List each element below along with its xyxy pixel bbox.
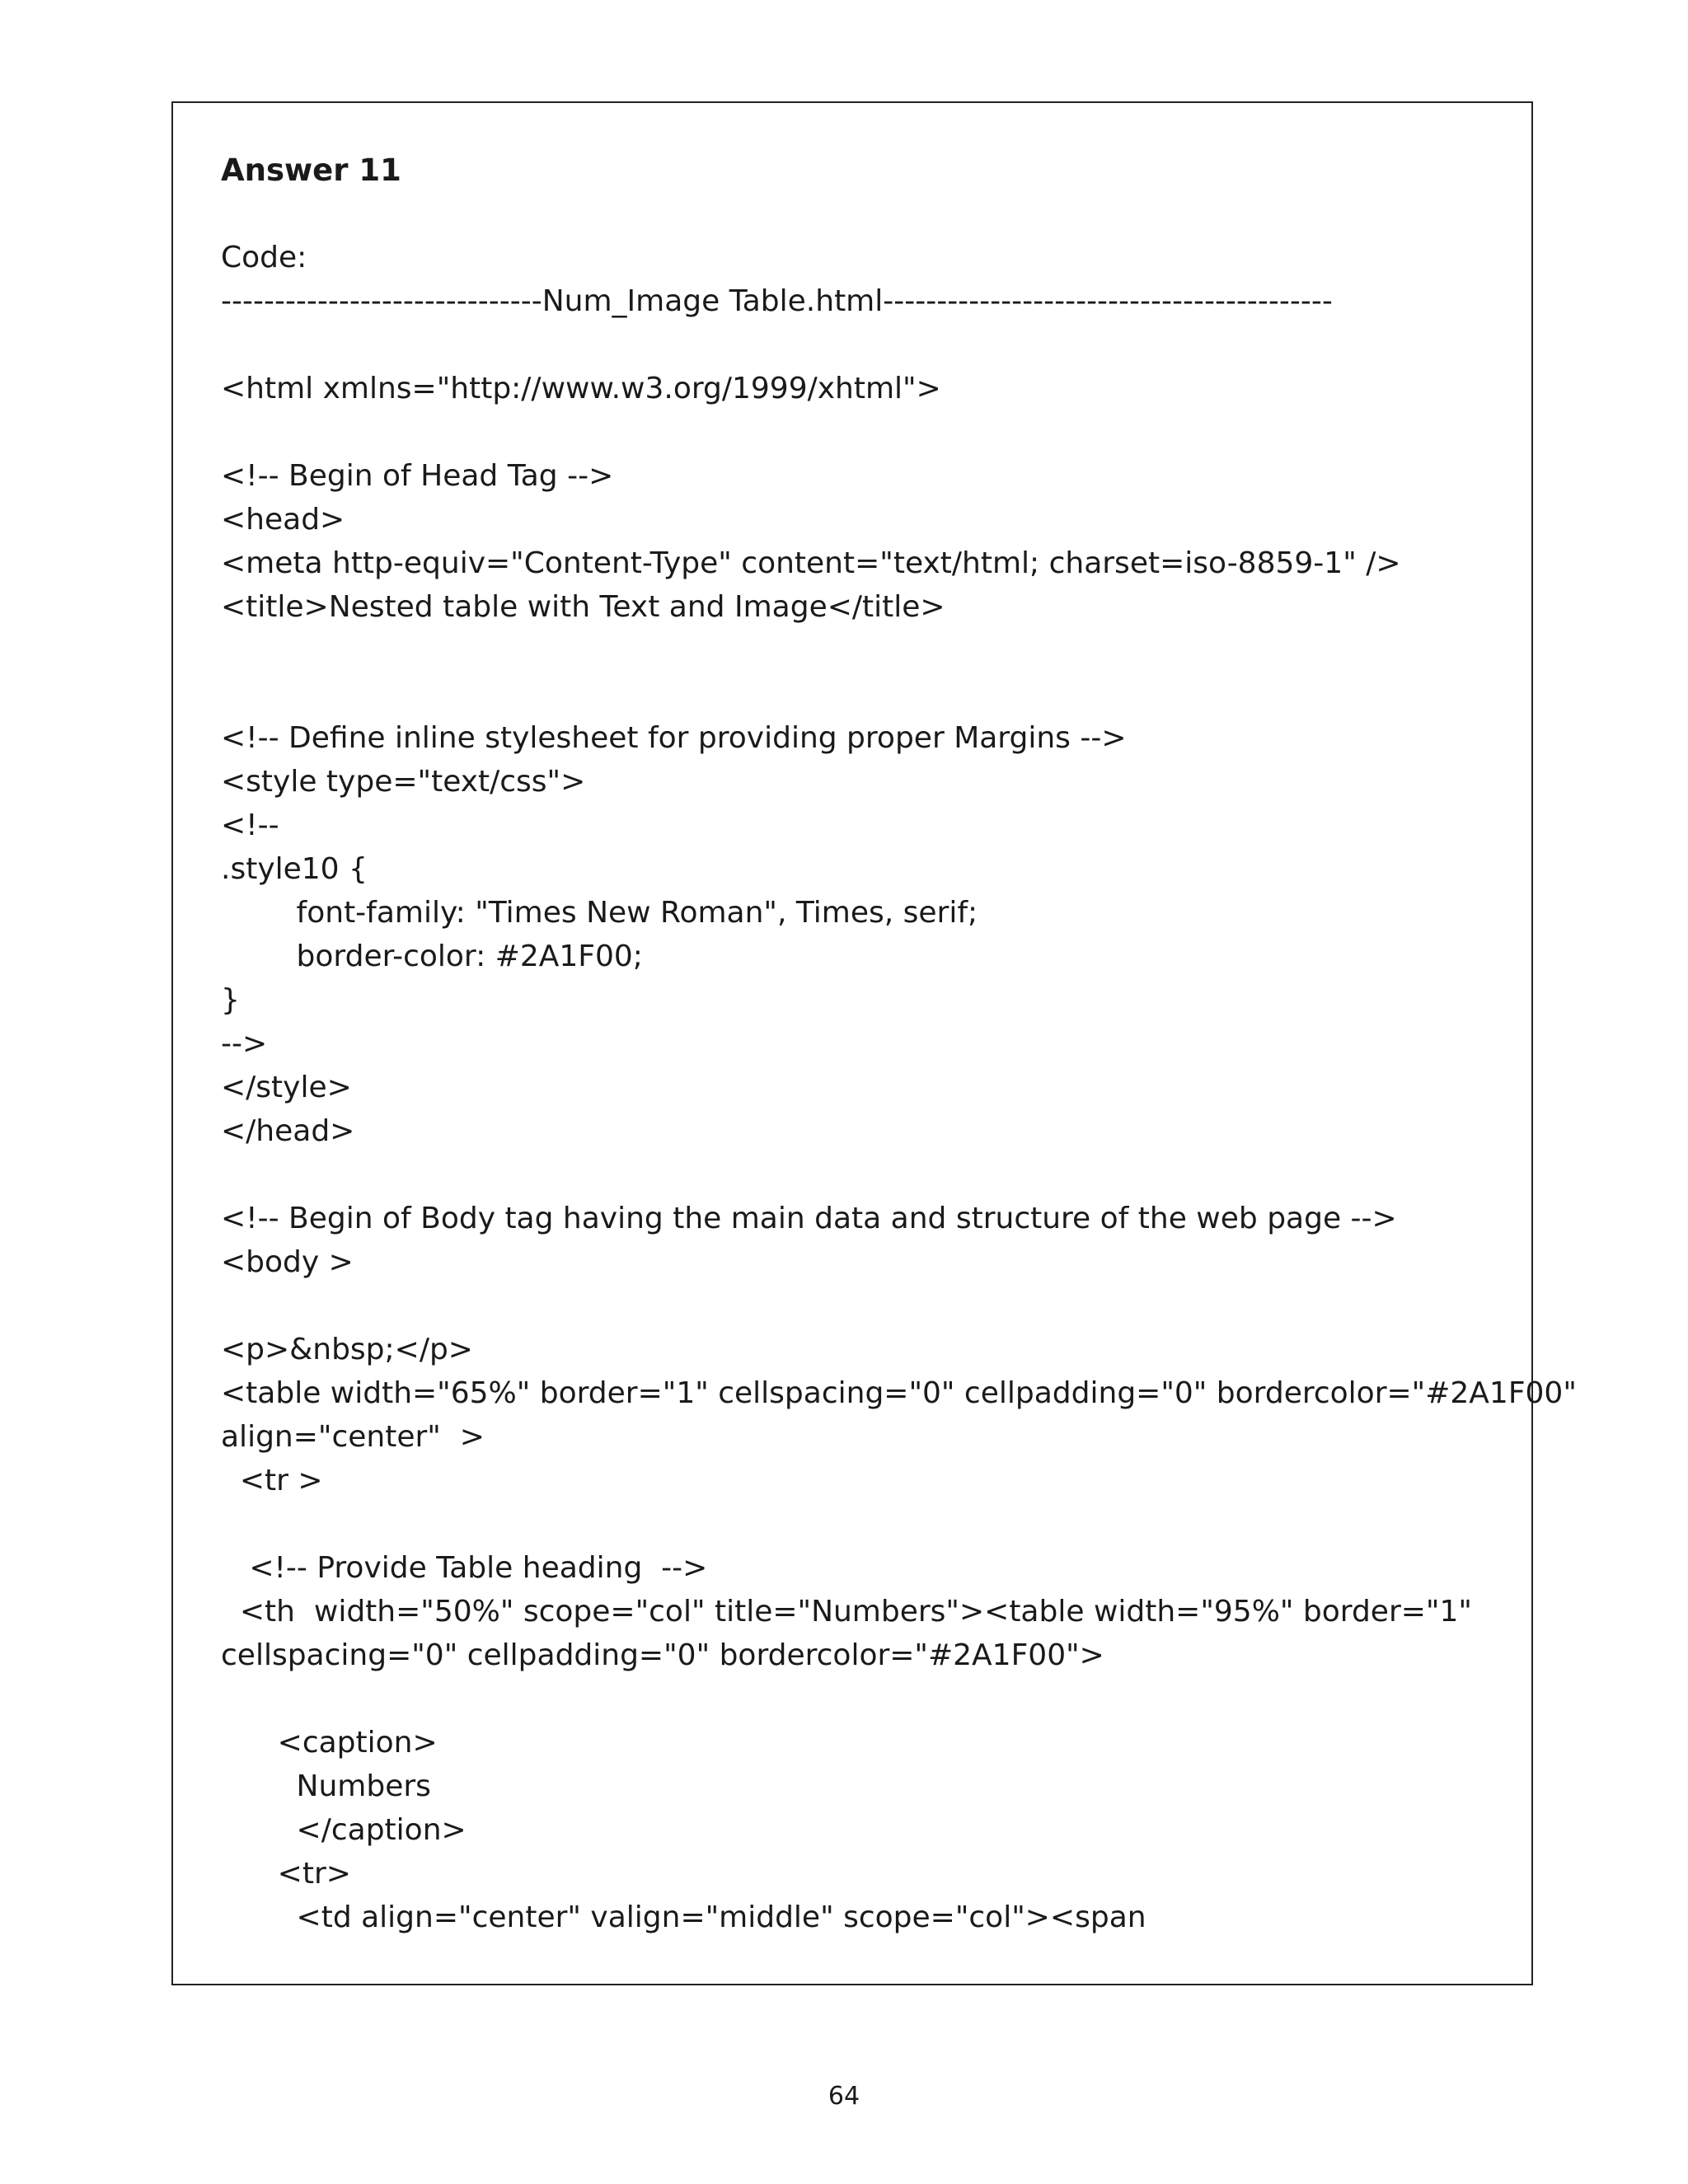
code-line: </style> [221,1071,352,1104]
code-line: <!-- [221,808,279,842]
code-line: <!-- Define inline stylesheet for providing proper Margins --> [221,721,1127,755]
spacer [221,192,1507,236]
page-number: 64 [828,2082,860,2111]
blank-line [221,673,1507,716]
code-line: <head> [221,503,345,537]
code-line: <th width="50%" scope="col" title="Numbers"><table width="95%" border="1" [221,1595,1472,1629]
code-line: <!-- Begin of Head Tag --> [221,459,614,493]
blank-line [221,1153,1507,1197]
code-line: <td align="center" valign="middle" scope="col"><span [221,1900,1146,1934]
code-line: Code: [221,241,307,274]
code-line: <meta http-equiv="Content-Type" content="text/html; charset=iso-8859-1" /> [221,546,1401,580]
code-line: border-color: #2A1F00; [221,940,643,973]
code-line: <!-- Provide Table heading --> [221,1551,708,1585]
code-line: </caption> [221,1813,467,1847]
code-line: <style type="text/css"> [221,765,586,799]
code-line: <body > [221,1245,354,1279]
code-line: ------------------------------Num_Image Table.html------------------------------------------ [221,284,1333,318]
code-listing [221,236,1577,1939]
code-line: <caption> [221,1726,438,1760]
blank-line [221,1284,1507,1328]
code-line: --> [221,1027,268,1061]
code-line: .style10 { [221,852,368,886]
code-line: <html xmlns="http://www.w3.org/1999/xhtml"> [221,372,941,405]
code-line: <!-- Begin of Body tag having the main data and structure of the web page --> [221,1202,1397,1235]
blank-line [221,629,1507,673]
answer-heading: Answer 11 [221,152,401,188]
code-line: <p>&nbsp;</p> [221,1333,473,1366]
code-line: align="center" > [221,1420,485,1454]
code-line: <tr > [221,1464,323,1497]
code-answer-block [221,148,1577,1939]
blank-line [221,1677,1507,1721]
code-line: } [221,983,240,1017]
code-line: font-family: "Times New Roman", Times, serif; [221,896,978,930]
code-line: <tr> [221,1857,351,1891]
code-line: <title>Nested table with Text and Image</title> [221,590,945,624]
code-line: <table width="65%" border="1" cellspacing="0" cellpadding="0" bordercolor="#2A1F00" [221,1376,1577,1410]
code-line: Numbers [221,1769,431,1803]
blank-line [221,410,1507,454]
blank-line [221,323,1507,367]
code-line: </head> [221,1114,355,1148]
blank-line [221,1502,1507,1546]
code-line: cellspacing="0" cellpadding="0" bordercolor="#2A1F00"> [221,1638,1104,1672]
